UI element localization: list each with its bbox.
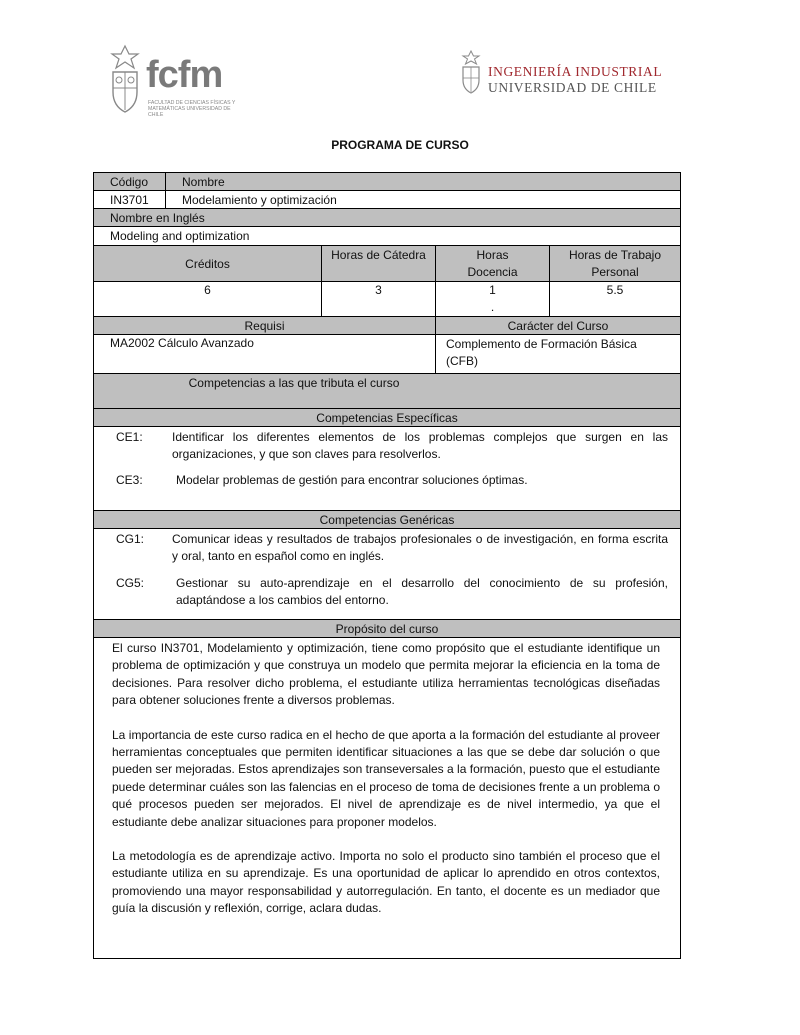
teaching-hours-value: 1 bbox=[489, 283, 496, 297]
course-name: Modelamiento y optimización bbox=[166, 191, 680, 209]
english-name: Modeling and optimization bbox=[94, 227, 680, 246]
generic-competencies-list bbox=[94, 529, 680, 620]
course-code: IN3701 bbox=[94, 191, 166, 209]
document-title: PROGRAMA DE CURSO bbox=[331, 138, 469, 152]
competency-code: CE3: bbox=[116, 473, 143, 487]
purpose-paragraph: La importancia de este curso radica en el hecho de que aporta a la formación del estudiante al proveer herramientas conceptuales que permiten identificar situaciones a las que se debe dar solución o que pueden ser mejoradas. Estos aprendizajes son transeversales a la formación, puesto que el estudiante puede determinar cuáles son las falencias en el proceso de toma de decisiones frente a un problema o qué procesos pueden ser mejorados. El nivel de aprendizaje es de nivel intermedio, ya que el estudiante debe analizar situaciones para proponer modelos. bbox=[112, 727, 660, 829]
character-label: Carácter del Curso bbox=[436, 317, 680, 335]
purpose-header: Propósito del curso bbox=[94, 620, 680, 638]
specific-competencies-header: Competencias Específicas bbox=[94, 409, 680, 427]
competency-code: CG1: bbox=[116, 532, 145, 546]
ii-logo-line2: UNIVERSIDAD DE CHILE bbox=[488, 80, 657, 95]
lecture-hours-header: Horas de Cátedra bbox=[322, 246, 436, 282]
competency-text: Identificar los diferentes elementos de los problemas complejos que surgen en las organizaciones, y que son claves para resolverlos. bbox=[172, 430, 668, 461]
course-program-form bbox=[93, 172, 681, 959]
competency-code: CG5: bbox=[116, 576, 145, 590]
university-crest-icon bbox=[108, 44, 142, 124]
code-label: Código bbox=[94, 173, 166, 191]
requirements-value: MA2002 Cálculo Avanzado bbox=[94, 335, 436, 374]
purpose-paragraph: El curso IN3701, Modelamiento y optimización, tiene como propósito que el estudiante identifique un problema de optimización y que construya un modelo que permita mejorar la eficiencia en la toma de decisiones. Para resolver dicho problema, el estudiante utiliza herramientas tecnológicas diseñadas para obtener soluciones frente a diversos problemas. bbox=[112, 641, 660, 708]
competency-text: Comunicar ideas y resultados de trabajos profesionales o de investigación, en forma escrita y oral, tanto en español como en inglés. bbox=[172, 532, 668, 563]
fcfm-wordmark: fcfm bbox=[146, 54, 223, 96]
university-crest-icon bbox=[460, 50, 482, 96]
competency-cg5 bbox=[94, 575, 680, 611]
requirements-label: Requisi bbox=[94, 317, 436, 335]
personal-hours-header: Horas de Trabajo Personal bbox=[550, 246, 680, 282]
competency-text: Modelar problemas de gestión para encontrar soluciones óptimas. bbox=[176, 473, 528, 487]
competency-ce1 bbox=[94, 429, 680, 465]
credits-header: Créditos bbox=[94, 246, 322, 282]
purpose-body bbox=[112, 640, 660, 935]
competency-code: CE1: bbox=[116, 430, 143, 444]
personal-hours-value: 5.5 bbox=[550, 282, 680, 317]
credits-value: 6 bbox=[94, 282, 322, 317]
fcfm-subtitle: FACULTAD DE CIENCIAS FÍSICAS Y MATEMÁTICAS UNIVERSIDAD DE CHILE bbox=[148, 100, 236, 118]
competency-text: Gestionar su auto-aprendizaje en el desarrollo del conocimiento de su profesión, adaptándose a los cambios del entorno. bbox=[176, 576, 668, 607]
english-name-label: Nombre en Inglés bbox=[94, 209, 680, 227]
character-value: Complemento de Formación Básica (CFB) bbox=[436, 335, 680, 374]
competencies-header bbox=[94, 374, 680, 409]
generic-competencies-header: Competencias Genéricas bbox=[94, 511, 680, 529]
purpose-paragraph: La metodología es de aprendizaje activo. Importa no solo el producto sino también el proceso que el estudiante utiliza en su aprendizaje. Es una oportunidad de aplicar lo aprendido en otros contextos, promoviendo una mayor responsabilidad y autorregulación. En tanto, el docente es un mediador que guía la discusión y reflexión, corrige, aclara dudas. bbox=[112, 849, 660, 916]
ingenieria-industrial-logo bbox=[458, 50, 678, 96]
teaching-hours-mark: . bbox=[490, 300, 495, 314]
competencies-header-text: Competencias a las que tributa el curso bbox=[188, 376, 400, 390]
competency-ce3 bbox=[94, 472, 680, 490]
fcfm-logo bbox=[108, 44, 238, 126]
name-label: Nombre bbox=[166, 173, 680, 191]
specific-competencies-list bbox=[94, 427, 680, 511]
teaching-hours-cell bbox=[436, 282, 550, 317]
teaching-hours-header: Horas Docencia bbox=[436, 246, 550, 282]
competency-cg1 bbox=[94, 531, 680, 567]
ii-logo-line1: INGENIERÍA INDUSTRIAL bbox=[488, 64, 663, 79]
lecture-hours-value: 3 bbox=[322, 282, 436, 317]
